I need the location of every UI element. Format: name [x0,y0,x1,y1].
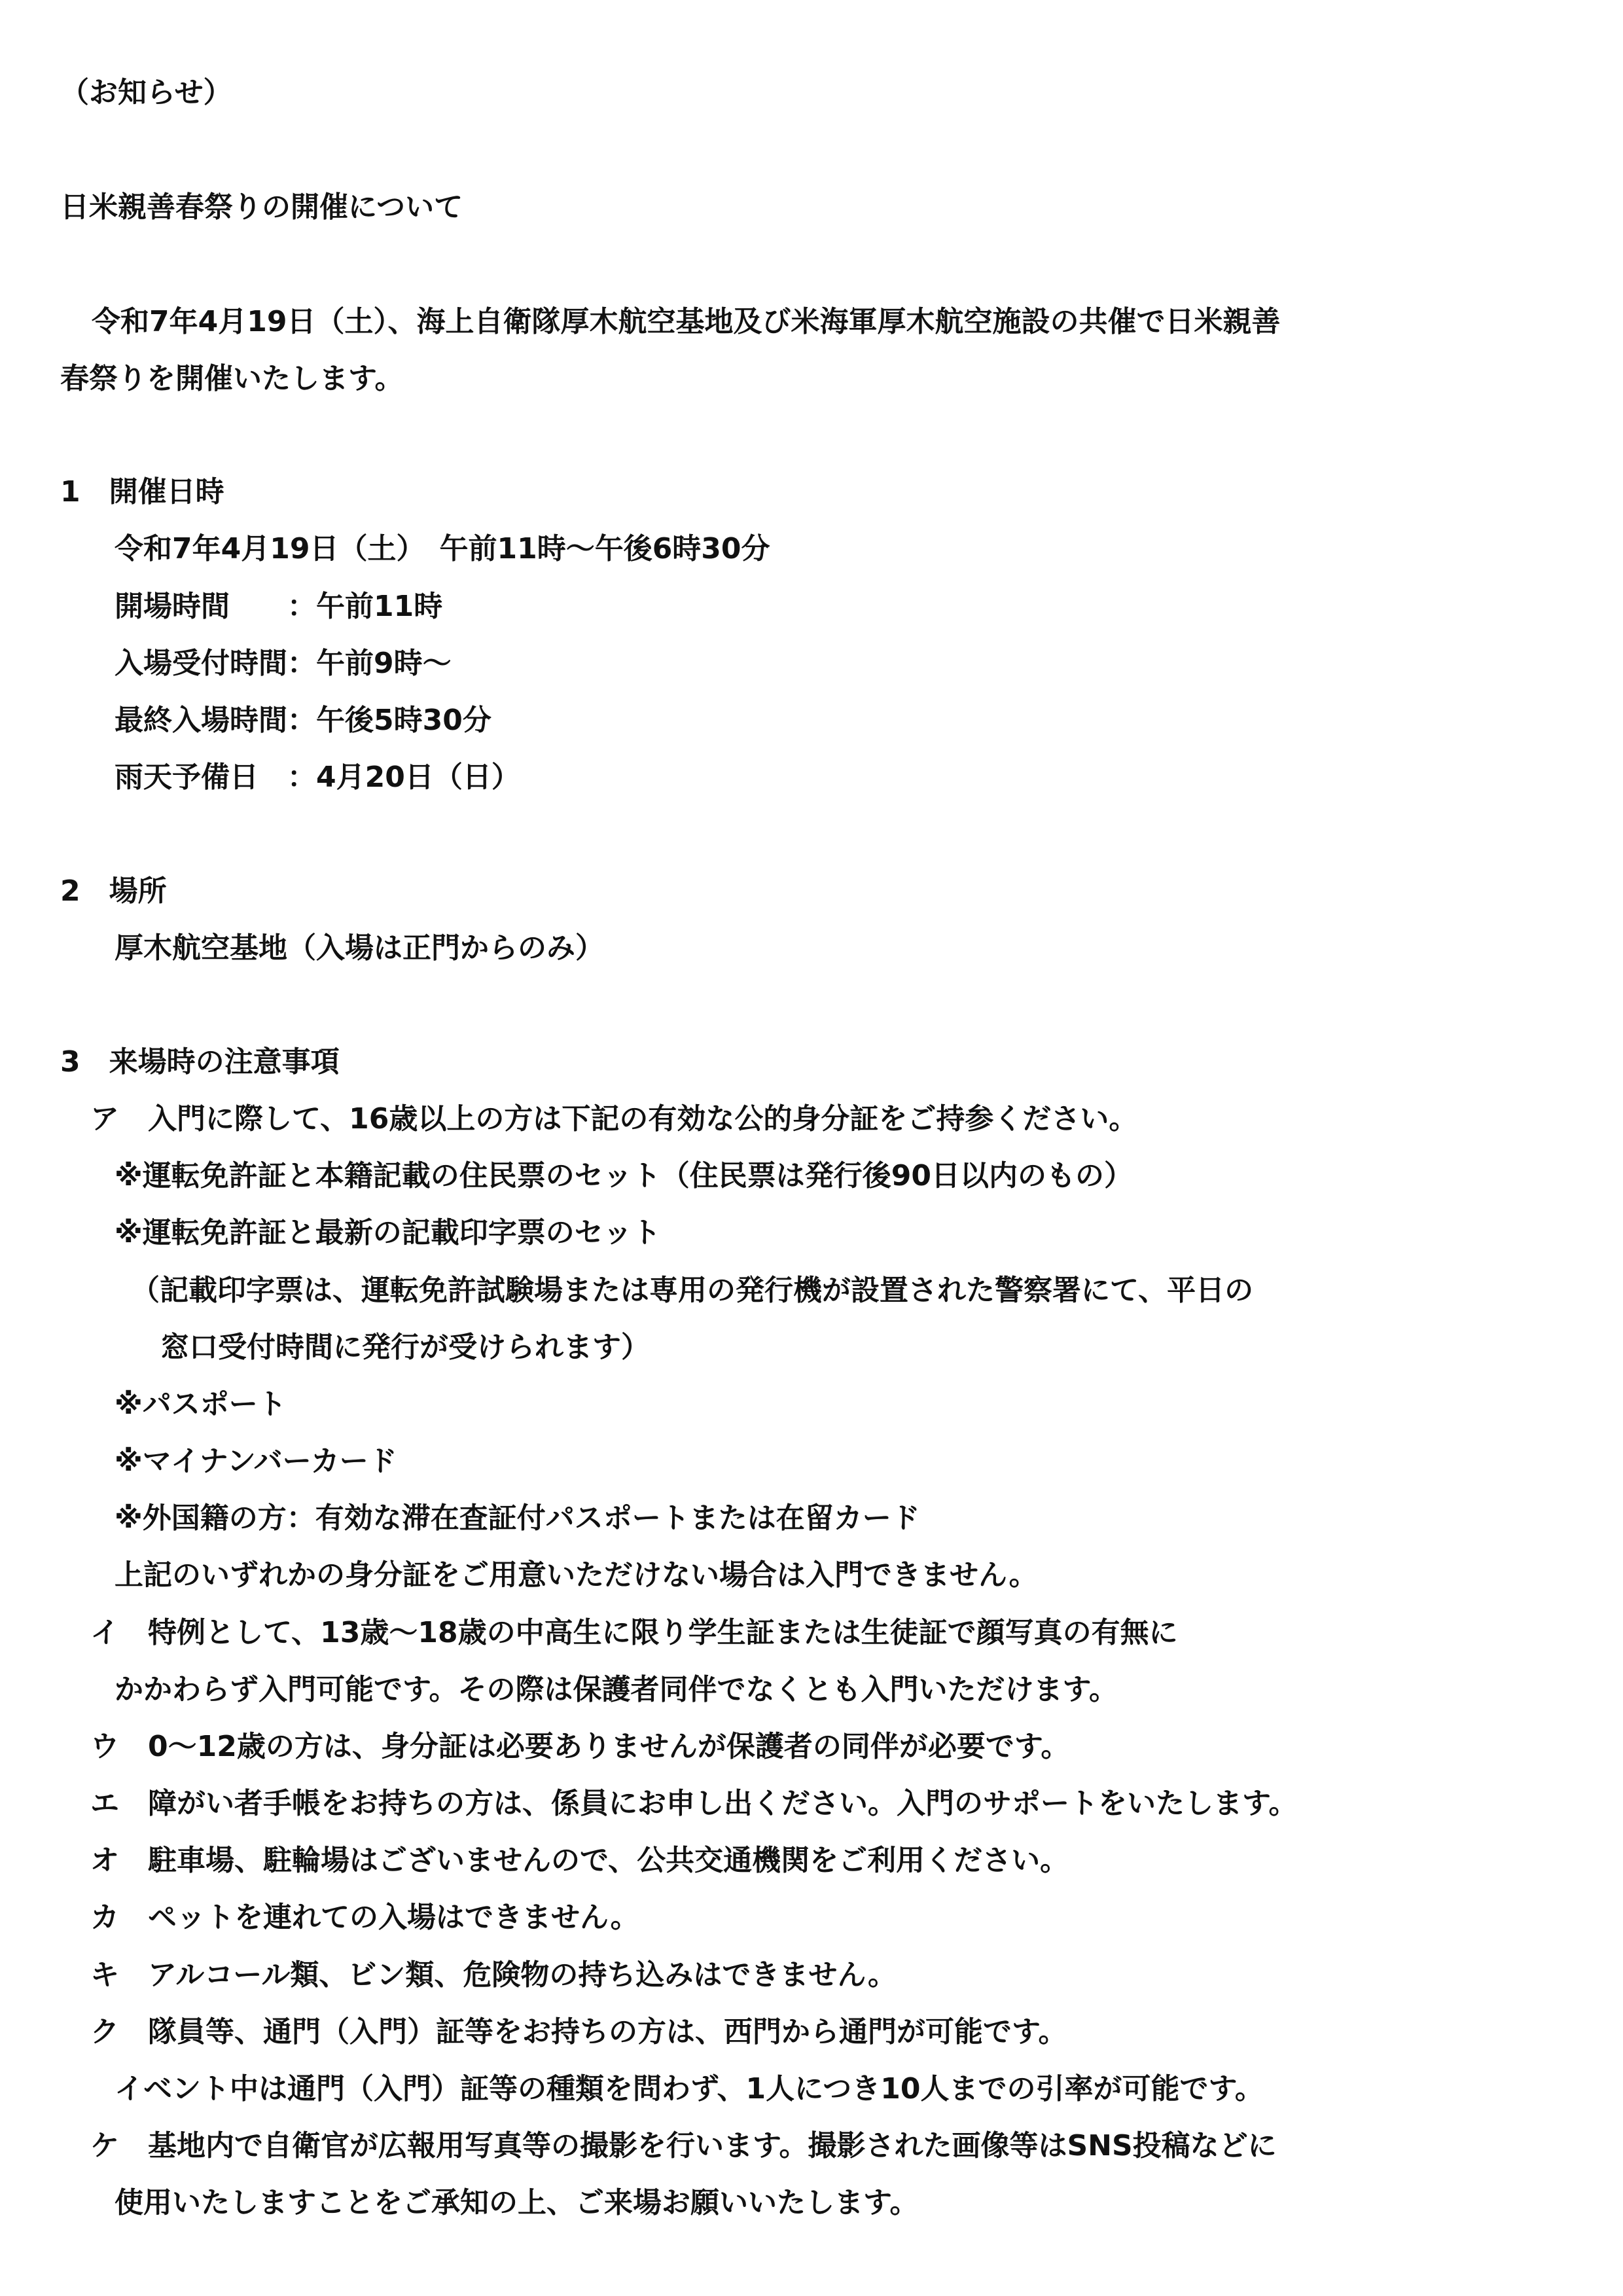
item-a-line-5: 窓口受付時間に発行が受けられます） [160,1331,650,1364]
rain-date: 雨天予備日 ：4月20日（日） [115,761,520,794]
item-ka: カ ペットを連れての入場はできません。 [90,1901,639,1934]
section-3-heading: 3 来場時の注意事項 [60,1045,340,1079]
section-2-heading: 2 場所 [60,874,167,908]
item-a-line-4: （記載印字票は、運転免許試験場または専用の発行機が設置された警察署にて、平日の [131,1274,1254,1307]
item-i-line-2: かかわらず入門可能です。その際は保護者同伴でなくとも入門いただけます。 [115,1673,1118,1706]
event-datetime: 令和7年4月19日（土） 午前11時～午後6時30分 [115,532,770,565]
last-entry-time: 最終入場時間：午後5時30分 [115,704,491,737]
item-ku-line-1: ク 隊員等、通門（入門）証等をお持ちの方は、西門から通門が可能です。 [90,2015,1067,2049]
notice-title: 日米親善春祭りの開催について [60,190,463,224]
item-ke-line-2: 使用いたしますことをご承知の上、ご来場お願いいたします。 [115,2186,919,2219]
open-time: 開場時間 ：午前11時 [115,590,443,623]
item-o: オ 駐車場、駐輪場はございませんので、公共交通機関をご利用ください。 [90,1844,1069,1877]
item-a-line-8: ※外国籍の方：有効な滞在査証付パスポートまたは在留カード [115,1501,920,1535]
intro-line-1: 令和7年4月19日（土）、海上自衛隊厚木航空基地及び米海軍厚木航空施設の共催で日米親善 [92,305,1281,338]
item-ku-line-2: イベント中は通門（入門）証等の種類を問わず、1人につき10人までの引率が可能です。 [115,2072,1264,2106]
item-a-line-9: 上記のいずれかの身分証をご用意いただけない場合は入門できません。 [115,1558,1038,1592]
item-a-line-3: ※運転免許証と最新の記載印字票のセット [115,1216,661,1249]
item-a-line-1: ア 入門に際して、16歳以上の方は下記の有効な公的身分証をご持参ください。 [90,1102,1138,1136]
intro-line-2: 春祭りを開催いたします。 [60,362,404,395]
item-e: エ 障がい者手帳をお持ちの方は、係員にお申し出ください。入門のサポートをいたします。 [90,1787,1298,1820]
item-a-line-7: ※マイナンバーカード [115,1444,397,1478]
item-a-line-2: ※運転免許証と本籍記載の住民票のセット（住民票は発行後90日以内のもの） [115,1159,1133,1193]
venue: 厚木航空基地（入場は正門からのみ） [115,931,604,965]
reception-time: 入場受付時間：午前9時～ [115,647,452,680]
section-1-heading: 1 開催日時 [60,475,224,509]
item-ke-line-1: ケ 基地内で自衛官が広報用写真等の撮影を行います。撮影された画像等はSNS投稿などに [90,2129,1277,2162]
item-a-line-6: ※パスポート [115,1388,287,1421]
notice-label: （お知らせ） [60,76,232,109]
item-i-line-1: イ 特例として、13歳～18歳の中高生に限り学生証または生徒証で顔写真の有無に [90,1616,1178,1649]
item-ki: キ アルコール類、ビン類、危険物の持ち込みはできません。 [90,1958,897,1992]
item-u: ウ 0～12歳の方は、身分証は必要ありませんが保護者の同伴が必要です。 [90,1730,1070,1763]
